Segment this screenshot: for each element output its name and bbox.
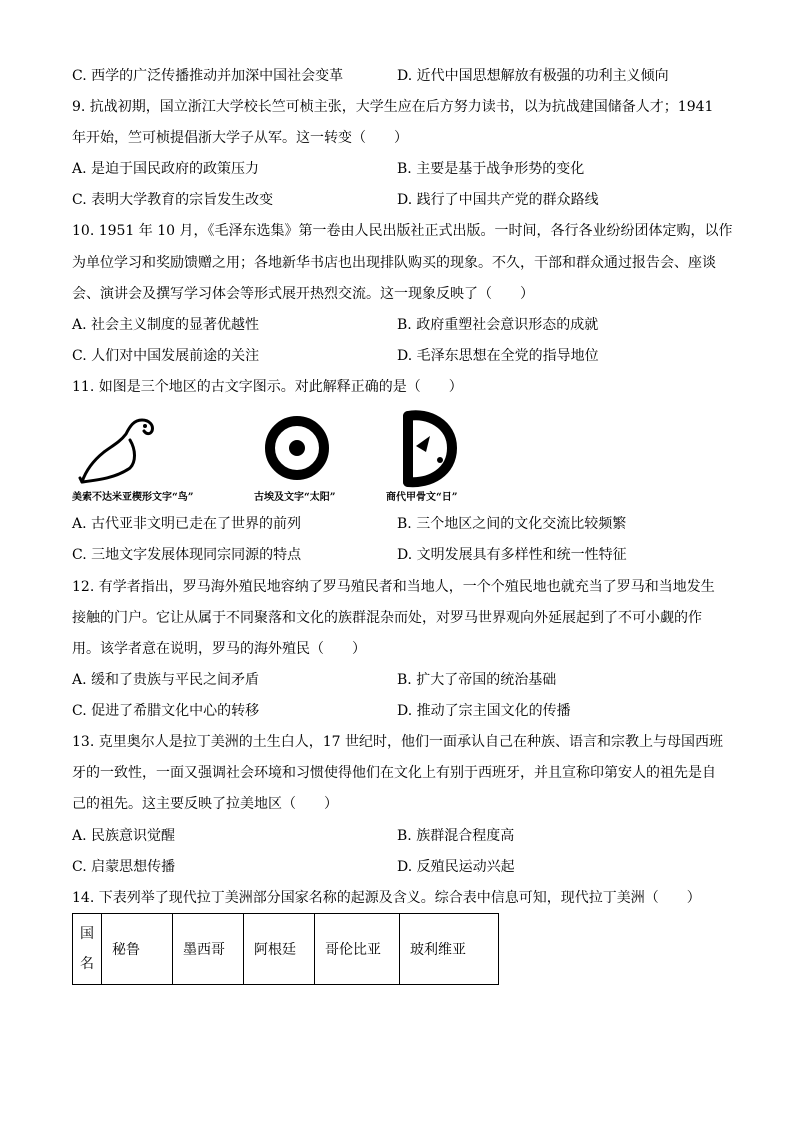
q11-stem-line1: 11. 如图是三个地区的古文字图示。对此解释正确的是（ ） bbox=[72, 379, 463, 395]
q10-stem-line1: 10. 1951 年 10 月，《毛泽东选集》第一卷由人民出版社正式出版。一时间，各行各业纷纷团体定购，以作 bbox=[72, 223, 733, 239]
q9-stem-line2: 年开始，竺可桢提倡浙大学子从军。这一转变（ ） bbox=[72, 130, 408, 146]
q11-options-cd bbox=[72, 546, 732, 564]
q12-option-d[interactable]: D. 推动了宗主国文化的传播 bbox=[397, 703, 571, 719]
q13-stem-line2: 牙的一致性，一面又强调社会环境和习惯使得他们在文化上有别于西班牙，并且宣称印第安人的祖先是自 bbox=[72, 765, 716, 781]
egyptian-sun-figure bbox=[262, 412, 332, 484]
q8-option-c[interactable]: C. 西学的广泛传播推动并加深中国社会变革 bbox=[72, 68, 344, 84]
q10-options-cd bbox=[72, 347, 732, 365]
q9-options-ab bbox=[72, 160, 732, 178]
country-name-table bbox=[72, 913, 499, 985]
q10-option-b[interactable]: B. 政府重塑社会意识形态的成就 bbox=[397, 317, 599, 333]
q12-stem-line3: 用。该学者意在说明，罗马的海外殖民（ ） bbox=[72, 641, 366, 657]
q12-stem-line2: 接触的门户。它让从属于不同聚落和文化的族群混杂而处，对罗马世界观向外延展起到了不可小觑的作 bbox=[72, 610, 702, 626]
q14-stem-line1: 14. 下表列举了现代拉丁美洲部分国家名称的起源及含义。综合表中信息可知，现代拉丁美洲（ ） bbox=[72, 890, 701, 906]
table-cell-argentina: 阿根廷 bbox=[244, 914, 315, 985]
q9-option-d[interactable]: D. 践行了中国共产党的群众路线 bbox=[397, 192, 599, 208]
q11-options-ab bbox=[72, 515, 732, 533]
q13-option-b[interactable]: B. 族群混合程度高 bbox=[397, 828, 515, 844]
q11-option-a[interactable]: A. 古代亚非文明已走在了世界的前列 bbox=[72, 516, 302, 532]
q12-options-ab bbox=[72, 671, 732, 689]
table-header-char-1: 国 bbox=[80, 926, 94, 942]
q9-option-a[interactable]: A. 是迫于国民政府的政策压力 bbox=[72, 161, 260, 177]
table-cell-peru: 秘鲁 bbox=[102, 914, 173, 985]
q12-stem-line1: 12. 有学者指出，罗马海外殖民地容纳了罗马殖民者和当地人，一个个殖民地也就充当了罗马和当地发生 bbox=[72, 579, 715, 595]
figure-caption-bird: 美索不达米亚楔形文字“鸟” bbox=[72, 492, 194, 503]
figure-caption-sun: 古埃及文字“太阳” bbox=[254, 492, 336, 503]
q11-option-c[interactable]: C. 三地文字发展体现同宗同源的特点 bbox=[72, 547, 302, 563]
q13-options-cd bbox=[72, 858, 732, 876]
q10-stem-line3: 会、演讲会及撰写学习体会等形式展开热烈交流。这一现象反映了（ ） bbox=[72, 286, 534, 302]
q9-option-b[interactable]: B. 主要是基于战争形势的变化 bbox=[397, 161, 585, 177]
table-row bbox=[73, 914, 499, 985]
q13-options-ab bbox=[72, 827, 732, 845]
q13-option-d[interactable]: D. 反殖民运动兴起 bbox=[397, 859, 515, 875]
q8-option-d[interactable]: D. 近代中国思想解放有极强的功利主义倾向 bbox=[397, 68, 669, 84]
q11-option-d[interactable]: D. 文明发展具有多样性和统一性特征 bbox=[397, 547, 627, 563]
oracle-bone-ri-figure bbox=[396, 406, 460, 490]
q8-options-cd bbox=[72, 67, 732, 85]
q11-option-b[interactable]: B. 三个地区之间的文化交流比较频繁 bbox=[397, 516, 627, 532]
q9-stem-line1: 9. 抗战初期，国立浙江大学校长竺可桢主张，大学生应在后方努力读书，以为抗战建国储备人才；1941 bbox=[72, 99, 714, 115]
q12-option-b[interactable]: B. 扩大了帝国的统治基础 bbox=[397, 672, 557, 688]
table-cell-mexico: 墨西哥 bbox=[173, 914, 244, 985]
q10-option-c[interactable]: C. 人们对中国发展前途的关注 bbox=[72, 348, 260, 364]
figure-caption-ri: 商代甲骨文“日” bbox=[386, 492, 458, 503]
cuneiform-bird-figure bbox=[76, 412, 160, 488]
q10-stem-line2: 为单位学习和奖励馈赠之用；各地新华书店也出现排队购买的现象。不久，干部和群众通过报告会、座谈 bbox=[72, 255, 716, 271]
q13-stem-line3: 己的祖先。这主要反映了拉美地区（ ） bbox=[72, 796, 338, 812]
q10-options-ab bbox=[72, 316, 732, 334]
q9-options-cd bbox=[72, 191, 732, 209]
table-header-cell bbox=[73, 914, 102, 985]
q12-option-a[interactable]: A. 缓和了贵族与平民之间矛盾 bbox=[72, 672, 260, 688]
table-cell-colombia: 哥伦比亚 bbox=[315, 914, 400, 985]
q10-option-a[interactable]: A. 社会主义制度的显著优越性 bbox=[72, 317, 260, 333]
table-cell-bolivia: 玻利维亚 bbox=[400, 914, 499, 985]
q12-options-cd bbox=[72, 702, 732, 720]
table-header-char-2: 名 bbox=[80, 956, 94, 972]
q12-option-c[interactable]: C. 促进了希腊文化中心的转移 bbox=[72, 703, 260, 719]
q13-option-c[interactable]: C. 启蒙思想传播 bbox=[72, 859, 176, 875]
q9-option-c[interactable]: C. 表明大学教育的宗旨发生改变 bbox=[72, 192, 274, 208]
q10-option-d[interactable]: D. 毛泽东思想在全党的指导地位 bbox=[397, 348, 599, 364]
q13-stem-line1: 13. 克里奥尔人是拉丁美洲的土生白人，17 世纪时，他们一面承认自己在种族、语言和宗教上与母国西班 bbox=[72, 734, 723, 750]
q13-option-a[interactable]: A. 民族意识觉醒 bbox=[72, 828, 176, 844]
